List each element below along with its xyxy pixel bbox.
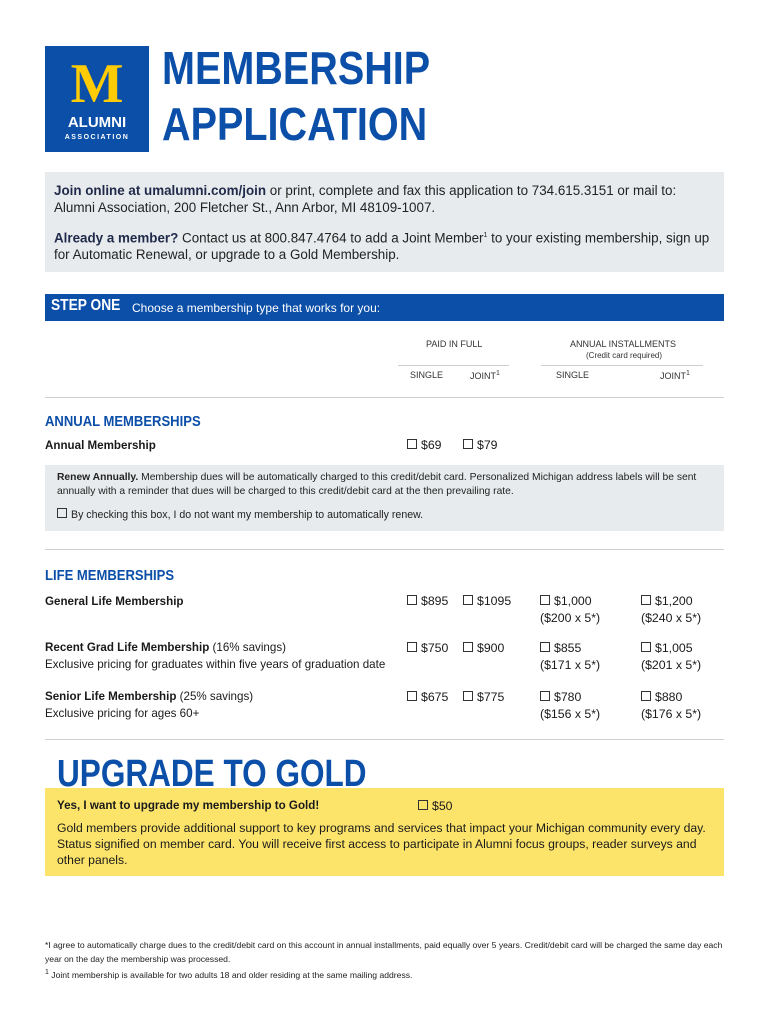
senior-joint-option[interactable]: $775: [463, 690, 504, 704]
checkbox-icon: [463, 595, 473, 605]
col-joint-inst: JOINT$^1$: [660, 370, 690, 381]
checkbox-icon: [463, 642, 473, 652]
step-one-bar: [45, 294, 724, 321]
checkbox-icon[interactable]: [463, 439, 473, 449]
recent-single-option[interactable]: $750: [407, 641, 448, 655]
life-row-general: General Life Membership: [45, 595, 184, 608]
checkbox-icon: [641, 642, 651, 652]
footnote-one: $^1$ Joint membership is available for two adults 18 and older residing at the same mailing address.: [45, 969, 413, 980]
renew-box: [45, 465, 724, 531]
title-line2: APPLICATION: [162, 98, 428, 150]
life-heading: LIFE MEMBERSHIPS: [45, 568, 175, 584]
col-installments-note: (Credit card required): [586, 351, 663, 360]
member-paragraph: [54, 227, 718, 263]
member-sup: 1: [483, 232, 488, 239]
senior-inst-joint-option[interactable]: $880: [641, 690, 682, 704]
inst-underline: [541, 365, 703, 366]
senior-inst-single-option[interactable]: $780: [540, 690, 581, 704]
join-paragraph: [54, 182, 718, 216]
step-desc: Choose a membership type that works for you:: [132, 301, 381, 315]
block-m-logo-icon: [45, 46, 149, 152]
col-joint: JOINT$^1$: [470, 370, 500, 381]
recent-inst-single-option[interactable]: $855: [540, 641, 581, 655]
page-title: [162, 40, 430, 152]
life-row-senior-sub: Exclusive pricing for ages 60+: [45, 707, 200, 720]
general-inst-single-sub: ($200 x 5*): [540, 611, 601, 625]
recent-inst-single-sub: ($171 x 5*): [540, 658, 601, 672]
checkbox-icon[interactable]: [57, 508, 67, 518]
col-paid-in-full: PAID IN FULL: [426, 339, 483, 349]
member-question: Already a member?: [54, 230, 179, 246]
checkbox-icon: [407, 691, 417, 701]
step-label: STEP ONE: [51, 297, 121, 314]
col-single: SINGLE: [410, 370, 444, 380]
checkbox-icon: [540, 595, 550, 605]
footnote-star: *I agree to automatically charge dues to the credit/debit card on this account in annual installments, paid equally over 5 years. Credit/debit card will be charged the same day each year on the day the membership was processed.: [45, 940, 723, 964]
checkbox-icon: [407, 595, 417, 605]
logo-line2: ASSOCIATION: [64, 134, 130, 141]
gold-yes-label: Yes, I want to upgrade my membership to Gold!: [57, 799, 320, 812]
divider-2: [45, 549, 724, 550]
checkbox-icon: [540, 642, 550, 652]
logo-line1: ALUMNI: [67, 114, 127, 131]
general-inst-joint-sub: ($240 x 5*): [641, 611, 702, 625]
annual-heading: ANNUAL MEMBERSHIPS: [45, 414, 201, 430]
general-joint-option[interactable]: $1095: [463, 594, 511, 608]
gold-box: [45, 788, 724, 876]
logo-letter: M: [70, 53, 124, 115]
annual-row-label: Annual Membership: [45, 439, 156, 452]
col-installments: ANNUAL INSTALLMENTS: [570, 339, 677, 349]
general-inst-single-option[interactable]: $1,000: [540, 594, 592, 608]
renew-optout[interactable]: By checking this box, I do not want my membership to automatically renew.: [57, 508, 717, 522]
checkbox-icon[interactable]: [407, 439, 417, 449]
life-row-senior: Senior Life Membership (25% savings): [45, 690, 254, 703]
col-single-inst: SINGLE: [556, 370, 590, 380]
paid-underline: [398, 365, 509, 366]
senior-single-option[interactable]: $675: [407, 690, 448, 704]
annual-joint-option[interactable]: $79: [463, 438, 498, 452]
senior-inst-single-sub: ($156 x 5*): [540, 707, 601, 721]
gold-desc: Gold members provide additional support to key programs and services that impact your Michigan community every day. Status signified on member card. You will receive first access to participate in Alumni focus groups, reader surveys and other panels.: [57, 821, 706, 867]
checkbox-icon: [641, 595, 651, 605]
general-single-option[interactable]: $895: [407, 594, 448, 608]
recent-inst-joint-option[interactable]: $1,005: [641, 641, 693, 655]
member-text-b: to your existing membership, sign up for Automatic Renewal, or upgrade to a Gold Membership.: [54, 230, 710, 263]
senior-inst-joint-sub: ($176 x 5*): [641, 707, 702, 721]
checkbox-icon: [540, 691, 550, 701]
join-link-text[interactable]: Join online at umalumni.com/join: [54, 183, 267, 198]
life-row-recent: Recent Grad Life Membership (16% savings): [45, 641, 286, 654]
life-row-recent-sub: Exclusive pricing for graduates within five years of graduation date: [45, 658, 386, 671]
checkbox-icon: [463, 691, 473, 701]
recent-inst-joint-sub: ($201 x 5*): [641, 658, 702, 672]
annual-single-option[interactable]: $69: [407, 438, 442, 452]
checkbox-icon: [641, 691, 651, 701]
recent-joint-option[interactable]: $900: [463, 641, 504, 655]
gold-title: UPGRADE TO GOLD: [57, 753, 367, 795]
divider-1: [45, 397, 724, 398]
join-text: or print, complete and fax this application to 734.615.3151 or mail to: Alumni Association, 200 Fletcher St., Ann Arbor, MI 48109-1007.: [54, 183, 677, 215]
intro-box: [45, 172, 724, 272]
alumni-logo: [45, 46, 149, 152]
renew-text: Renew Annually. Membership dues will be automatically charged to this credit/debit card. Personalized Michigan address labels will be sent annually with a reminder that dues will be charged to this credit/debit card at the then prevailing rate.: [57, 472, 697, 497]
checkbox-icon: [407, 642, 417, 652]
title-line1: MEMBERSHIP: [162, 42, 431, 94]
member-text-a: Contact us at 800.847.4764 to add a Joint Member: [178, 230, 484, 246]
general-inst-joint-option[interactable]: $1,200: [641, 594, 693, 608]
checkbox-icon: [418, 800, 428, 810]
divider-3: [45, 739, 724, 740]
gold-option[interactable]: $50: [418, 799, 453, 813]
